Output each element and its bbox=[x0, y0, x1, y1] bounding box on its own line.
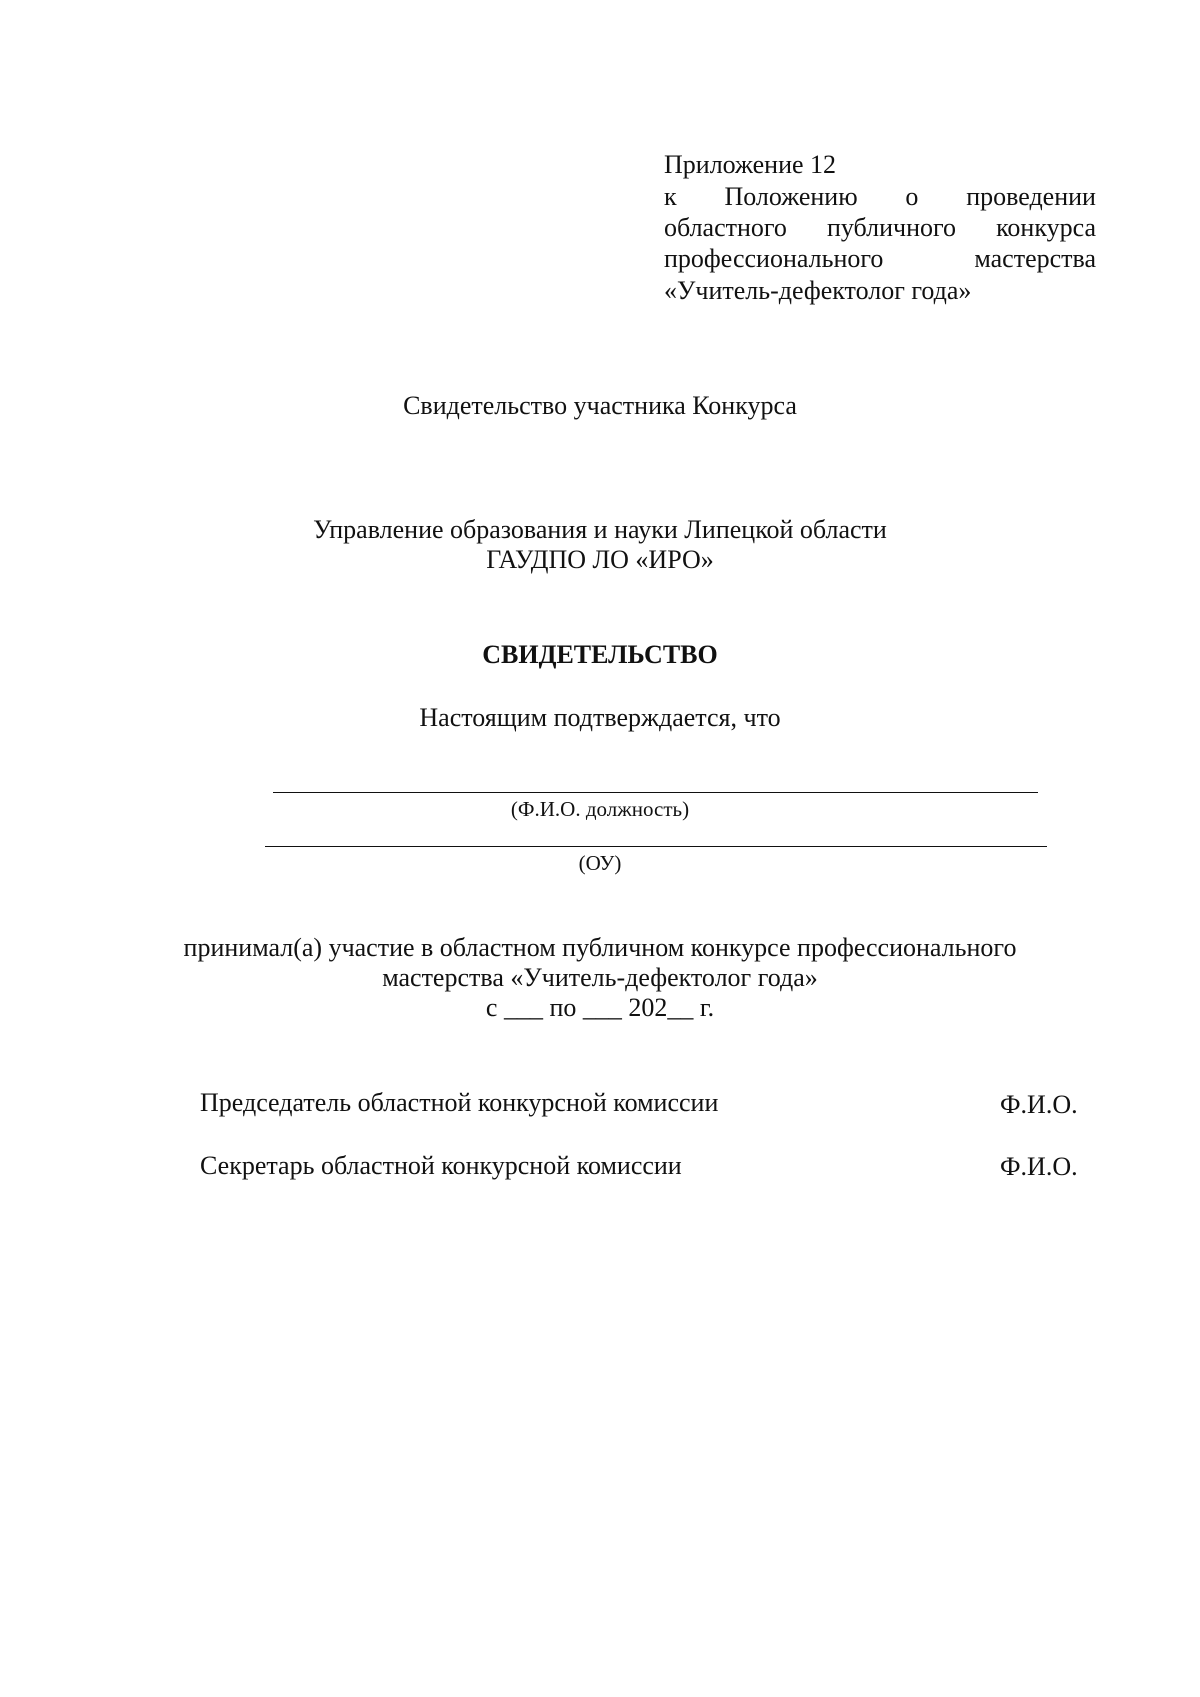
appendix-word: областного bbox=[664, 213, 787, 242]
issuer-line-2: ГАУДПО ЛО «ИРО» bbox=[486, 545, 714, 574]
appendix-word: мастерства bbox=[974, 244, 1096, 273]
org-blank-line bbox=[265, 846, 1047, 847]
body-line-2: мастерства «Учитель-дефектолог года» bbox=[382, 963, 818, 992]
appendix-line-4: «Учитель-дефектолог года» bbox=[664, 276, 972, 305]
appendix-word: конкурса bbox=[996, 213, 1096, 242]
appendix-line-3 bbox=[664, 244, 1096, 274]
appendix-word: о bbox=[905, 182, 919, 211]
appendix-line-2 bbox=[664, 213, 1096, 243]
secretary-name: Ф.И.О. bbox=[1000, 1152, 1078, 1181]
body-line-1: принимал(а) участие в областном публичном конкурсе профессионального bbox=[183, 933, 1017, 962]
chairman-name: Ф.И.О. bbox=[1000, 1090, 1078, 1119]
confirm-text: Настоящим подтверждается, что bbox=[419, 703, 781, 732]
certificate-title: СВИДЕТЕЛЬСТВО bbox=[482, 640, 718, 669]
fio-caption: (Ф.И.О. должность) bbox=[510, 797, 690, 821]
appendix-word: публичного bbox=[826, 213, 957, 242]
appendix-title: Приложение 12 bbox=[664, 150, 837, 179]
org-caption: (ОУ) bbox=[578, 851, 622, 875]
fio-blank-line bbox=[273, 792, 1038, 793]
appendix-line-1 bbox=[664, 182, 1096, 212]
appendix-word: профессионального bbox=[664, 244, 884, 273]
secretary-label: Секретарь областной конкурсной комиссии bbox=[200, 1151, 682, 1180]
issuer-line-1: Управление образования и науки Липецкой области bbox=[313, 515, 887, 544]
appendix-word: к bbox=[664, 182, 677, 211]
document-heading: Свидетельство участника Конкурса bbox=[403, 391, 797, 420]
dates-line: с ___ по ___ 202__ г. bbox=[485, 993, 715, 1022]
appendix-word: Положению bbox=[724, 182, 858, 211]
appendix-word: проведении bbox=[966, 182, 1096, 211]
chairman-label: Председатель областной конкурсной комиссии bbox=[200, 1088, 719, 1117]
